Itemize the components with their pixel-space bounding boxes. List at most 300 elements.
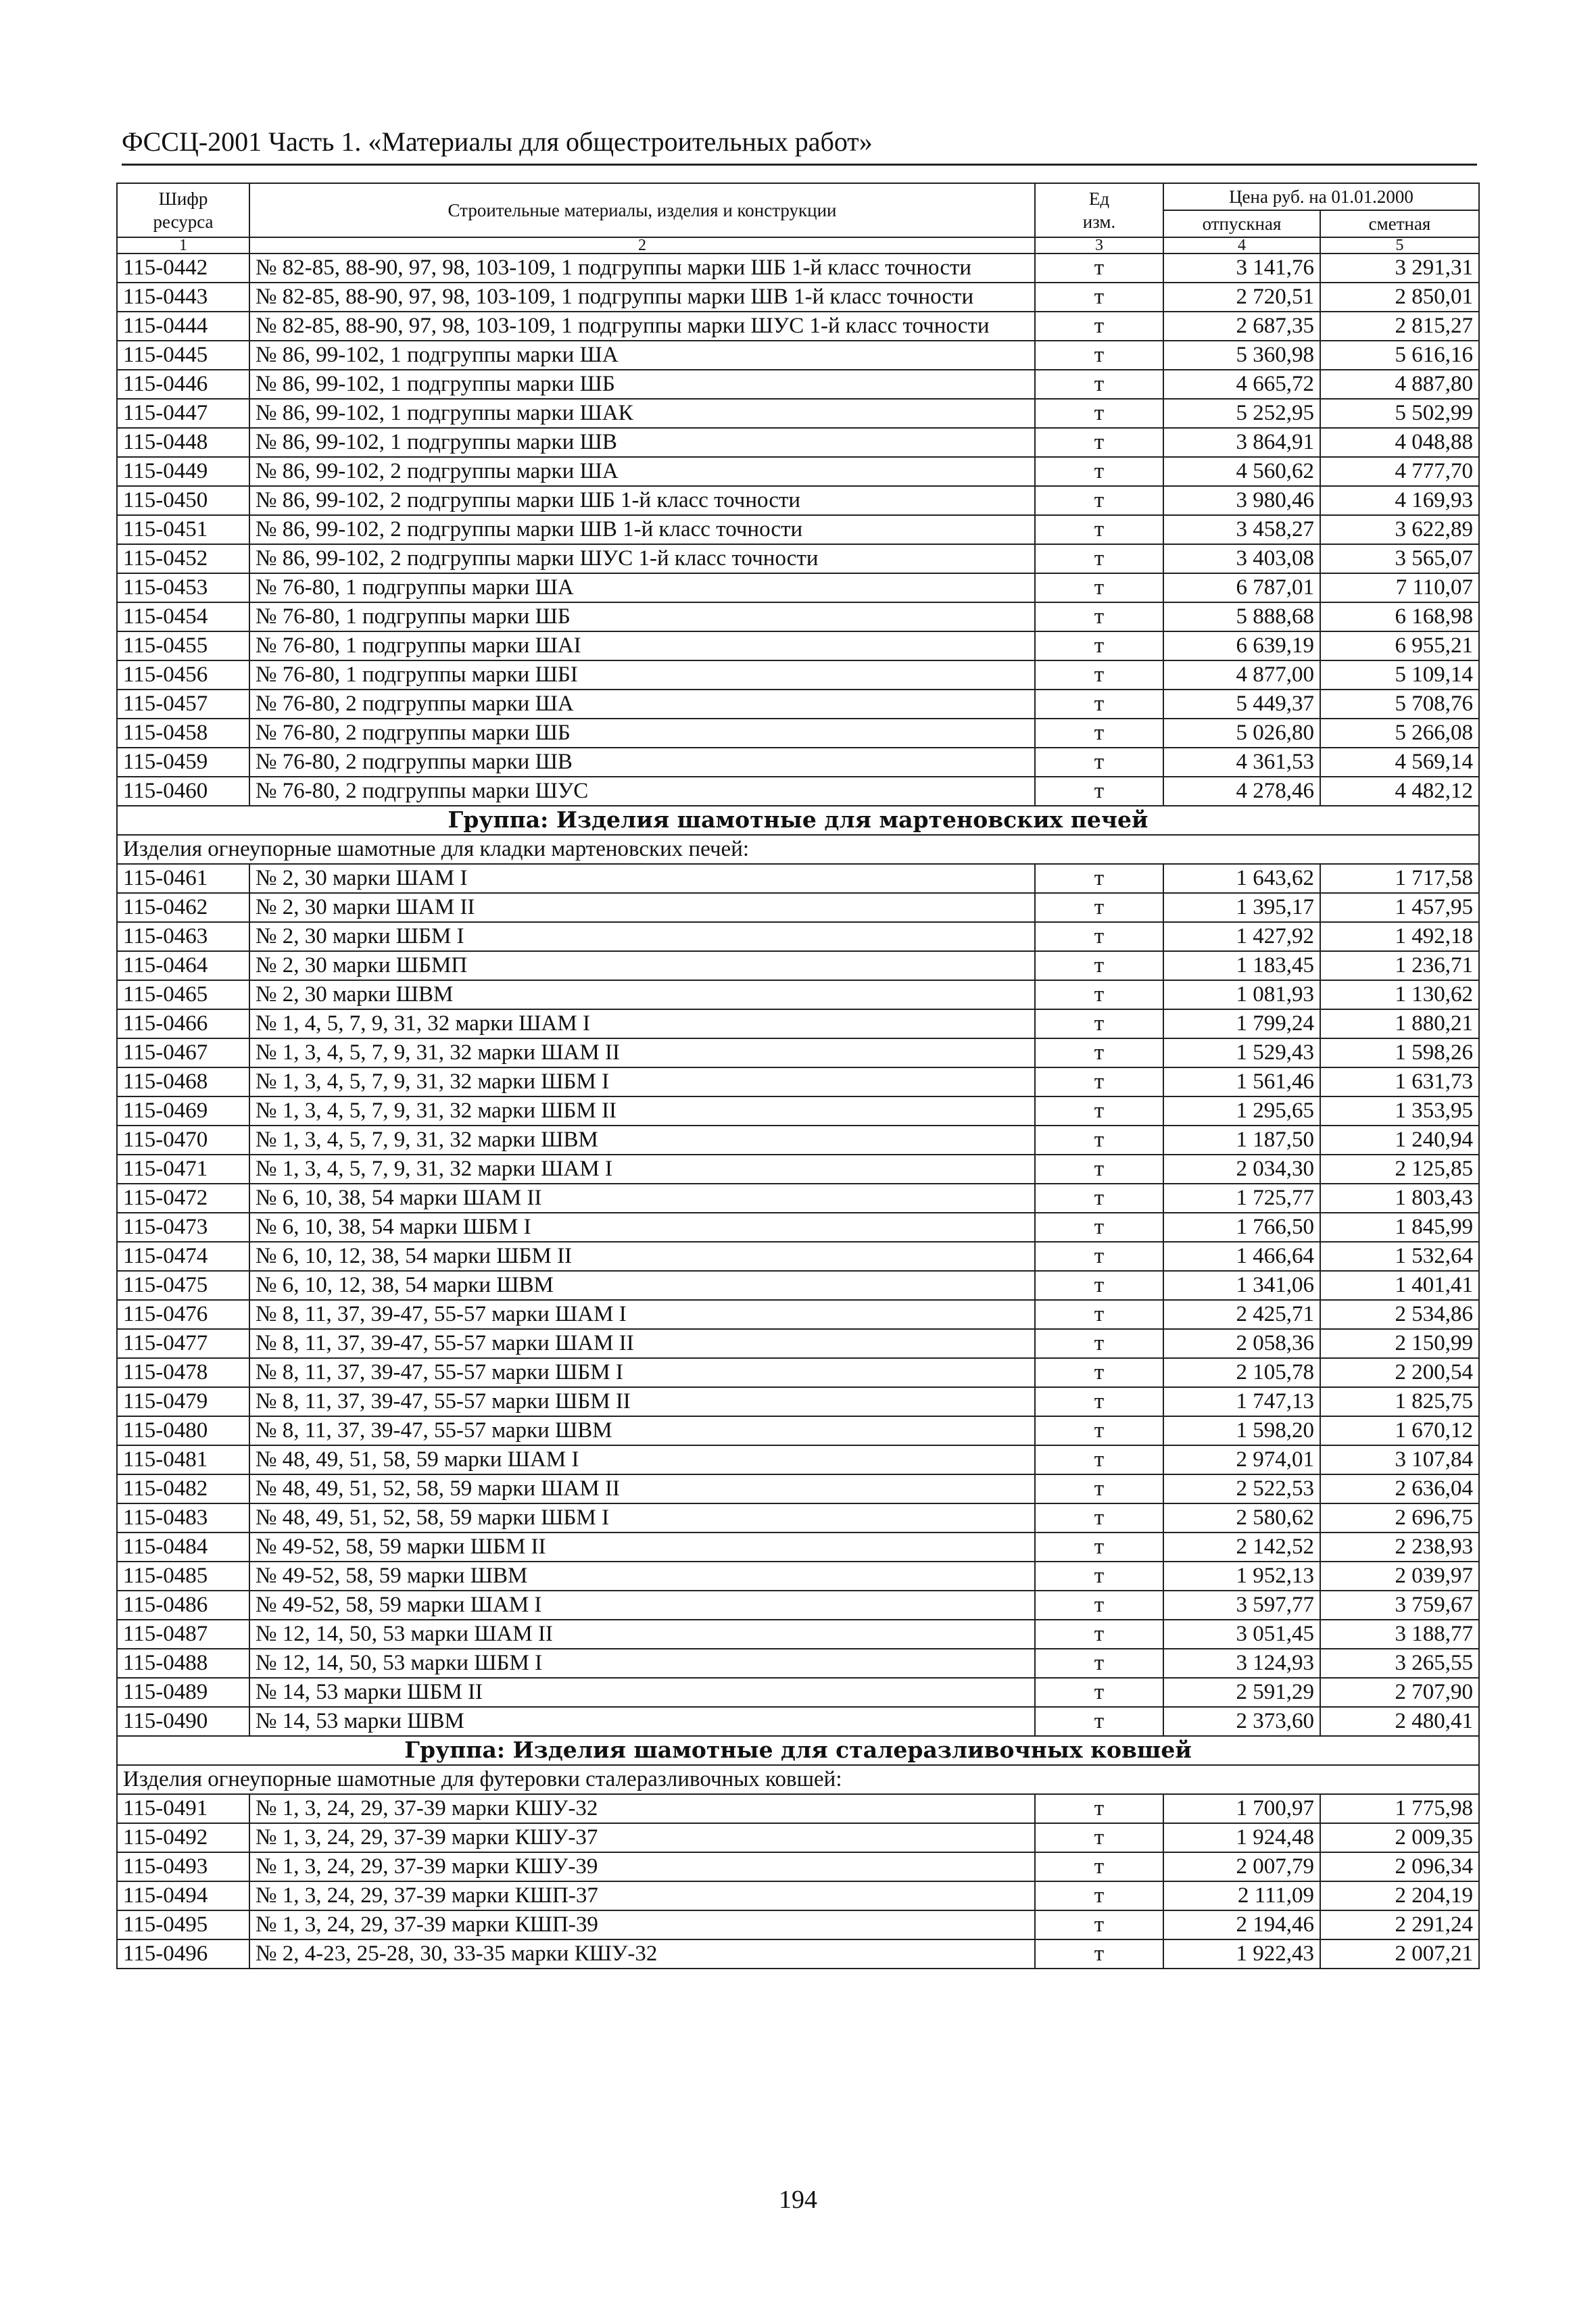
unit-cell: т [1035,1271,1163,1300]
unit-cell: т [1035,1009,1163,1038]
resource-code: 115-0487 [117,1620,249,1649]
estimate-price: 2 696,75 [1320,1503,1479,1533]
unit-cell: т [1035,1649,1163,1678]
release-price: 1 187,50 [1163,1126,1320,1155]
estimate-price: 2 150,99 [1320,1329,1479,1358]
unit-cell: т [1035,777,1163,806]
resource-code: 115-0490 [117,1707,249,1736]
material-name: № 6, 10, 38, 54 марки ШБМ I [249,1213,1035,1242]
group-steel-ladles [117,1736,1479,1794]
unit-cell: т [1035,1126,1163,1155]
table-row [117,1213,1479,1242]
table-row [117,1358,1479,1387]
release-price: 4 278,46 [1163,777,1320,806]
release-price: 1 598,20 [1163,1416,1320,1445]
estimate-price: 1 631,73 [1320,1067,1479,1096]
material-name: № 2, 30 марки ШВМ [249,980,1035,1009]
unit-cell: т [1035,922,1163,951]
release-price: 2 034,30 [1163,1155,1320,1184]
table-row [117,370,1479,399]
estimate-price: 1 130,62 [1320,980,1479,1009]
table-row [117,660,1479,690]
unit-cell: т [1035,893,1163,922]
table-row [117,486,1479,515]
resource-code: 115-0449 [117,457,249,486]
release-price: 3 458,27 [1163,515,1320,544]
page-number: 194 [779,2186,817,2214]
unit-cell: т [1035,1038,1163,1067]
material-name: № 48, 49, 51, 58, 59 марки ШАМ I [249,1445,1035,1474]
header-unit-text: Ед изм. [1082,189,1116,232]
estimate-price: 2 238,93 [1320,1533,1479,1562]
estimate-price: 3 291,31 [1320,254,1479,283]
unit-cell: т [1035,1823,1163,1852]
unit-cell: т [1035,1562,1163,1591]
column-number-4: 4 [1163,237,1320,254]
unit-cell: т [1035,1910,1163,1939]
release-price: 1 395,17 [1163,893,1320,922]
resource-code: 115-0445 [117,341,249,370]
table-row [117,690,1479,719]
resource-code: 115-0489 [117,1678,249,1707]
table-row [117,1271,1479,1300]
unit-cell: т [1035,1852,1163,1881]
group-title: Группа: Изделия шамотные для мартеновских печей [117,806,1479,835]
estimate-price: 5 708,76 [1320,690,1479,719]
material-name: № 1, 3, 24, 29, 37-39 марки КШП-37 [249,1881,1035,1910]
table-row [117,1184,1479,1213]
header-name: Строительные материалы, изделия и конструкции [249,183,1035,237]
estimate-price: 1 457,95 [1320,893,1479,922]
resource-code: 115-0473 [117,1213,249,1242]
release-price: 6 639,19 [1163,631,1320,660]
release-price: 6 787,01 [1163,573,1320,602]
unit-cell: т [1035,486,1163,515]
table-row [117,602,1479,631]
table-row [117,980,1479,1009]
resource-code: 115-0446 [117,370,249,399]
release-price: 5 026,80 [1163,719,1320,748]
header-price: Цена руб. на 01.01.2000 [1163,183,1479,210]
header-code [117,183,249,237]
unit-cell: т [1035,1445,1163,1474]
material-name: № 86, 99-102, 2 подгруппы марки ША [249,457,1035,486]
material-name: № 14, 53 марки ШБМ II [249,1678,1035,1707]
header-release: отпускная [1163,210,1320,237]
table-row [117,1939,1479,1969]
estimate-price: 2 707,90 [1320,1678,1479,1707]
resource-code: 115-0486 [117,1591,249,1620]
estimate-price: 6 955,21 [1320,631,1479,660]
unit-cell: т [1035,1794,1163,1823]
table-row [117,1096,1479,1126]
release-price: 1 725,77 [1163,1184,1320,1213]
resource-code: 115-0482 [117,1474,249,1503]
estimate-price: 2 096,34 [1320,1852,1479,1881]
table-row [117,573,1479,602]
unit-cell: т [1035,1939,1163,1969]
estimate-price: 4 777,70 [1320,457,1479,486]
estimate-price: 2 636,04 [1320,1474,1479,1503]
estimate-price: 4 569,14 [1320,748,1479,777]
resource-code: 115-0466 [117,1009,249,1038]
resource-code: 115-0459 [117,748,249,777]
material-name: № 76-80, 1 подгруппы марки ШБ [249,602,1035,631]
unit-cell: т [1035,864,1163,893]
resource-code: 115-0477 [117,1329,249,1358]
table-row [117,1387,1479,1416]
header-estimate: сметная [1320,210,1479,237]
estimate-price: 2 204,19 [1320,1881,1479,1910]
table-row [117,283,1479,312]
group-title: Группа: Изделия шамотные для сталеразливочных ковшей [117,1736,1479,1765]
unit-cell: т [1035,1155,1163,1184]
release-price: 2 591,29 [1163,1678,1320,1707]
estimate-price: 7 110,07 [1320,573,1479,602]
estimate-price: 1 670,12 [1320,1416,1479,1445]
estimate-price: 1 236,71 [1320,951,1479,980]
estimate-price: 2 009,35 [1320,1823,1479,1852]
material-name: № 8, 11, 37, 39-47, 55-57 марки ШАМ II [249,1329,1035,1358]
estimate-price: 1 353,95 [1320,1096,1479,1126]
unit-cell: т [1035,602,1163,631]
estimate-price: 5 109,14 [1320,660,1479,690]
material-name: № 86, 99-102, 1 подгруппы марки ШВ [249,428,1035,457]
unit-cell: т [1035,1213,1163,1242]
material-name: № 1, 3, 4, 5, 7, 9, 31, 32 марки ШБМ I [249,1067,1035,1096]
table-row [117,1503,1479,1533]
release-price: 3 141,76 [1163,254,1320,283]
unit-cell: т [1035,1881,1163,1910]
release-price: 1 922,43 [1163,1939,1320,1969]
resource-code: 115-0492 [117,1823,249,1852]
material-name: № 48, 49, 51, 52, 58, 59 марки ШБМ I [249,1503,1035,1533]
unit-cell: т [1035,341,1163,370]
unit-cell: т [1035,1067,1163,1096]
resource-code: 115-0442 [117,254,249,283]
material-name: № 1, 3, 4, 5, 7, 9, 31, 32 марки ШАМ I [249,1155,1035,1184]
material-name: № 2, 30 марки ШБМ I [249,922,1035,951]
release-price: 2 373,60 [1163,1707,1320,1736]
unit-cell: т [1035,980,1163,1009]
estimate-price: 2 480,41 [1320,1707,1479,1736]
resource-code: 115-0472 [117,1184,249,1213]
material-name: № 82-85, 88-90, 97, 98, 103-109, 1 подгруппы марки ШБ 1-й класс точности [249,254,1035,283]
table-row [117,951,1479,980]
release-price: 2 720,51 [1163,283,1320,312]
table-row [117,544,1479,573]
material-name: № 1, 3, 24, 29, 37-39 марки КШУ-39 [249,1852,1035,1881]
material-name: № 1, 4, 5, 7, 9, 31, 32 марки ШАМ I [249,1009,1035,1038]
column-number-3: 3 [1035,237,1163,254]
table-row [117,1474,1479,1503]
material-name: № 76-80, 1 подгруппы марки ША [249,573,1035,602]
material-name: № 6, 10, 38, 54 марки ШАМ II [249,1184,1035,1213]
release-price: 5 252,95 [1163,399,1320,428]
resource-code: 115-0448 [117,428,249,457]
table-row [117,254,1479,283]
table-row [117,1910,1479,1939]
resource-code: 115-0455 [117,631,249,660]
unit-cell: т [1035,1591,1163,1620]
estimate-price: 3 622,89 [1320,515,1479,544]
release-price: 2 105,78 [1163,1358,1320,1387]
unit-cell: т [1035,1358,1163,1387]
material-name: № 1, 3, 24, 29, 37-39 марки КШУ-37 [249,1823,1035,1852]
table-row [117,1649,1479,1678]
release-price: 1 924,48 [1163,1823,1320,1852]
release-price: 2 580,62 [1163,1503,1320,1533]
unit-cell: т [1035,748,1163,777]
estimate-price: 1 717,58 [1320,864,1479,893]
table-row [117,1678,1479,1707]
material-name: № 86, 99-102, 2 подгруппы марки ШУС 1-й класс точности [249,544,1035,573]
resource-code: 115-0471 [117,1155,249,1184]
unit-cell: т [1035,428,1163,457]
header-code-text: Шифр ресурса [153,189,214,232]
estimate-price: 3 188,77 [1320,1620,1479,1649]
material-name: № 1, 3, 24, 29, 37-39 марки КШП-39 [249,1910,1035,1939]
table-row [117,1881,1479,1910]
release-price: 2 687,35 [1163,312,1320,341]
release-price: 1 295,65 [1163,1096,1320,1126]
resource-code: 115-0474 [117,1242,249,1271]
release-price: 2 194,46 [1163,1910,1320,1939]
unit-cell: т [1035,1503,1163,1533]
estimate-price: 2 850,01 [1320,283,1479,312]
estimate-price: 2 200,54 [1320,1358,1479,1387]
release-price: 3 980,46 [1163,486,1320,515]
material-name: № 76-80, 2 подгруппы марки ШБ [249,719,1035,748]
release-price: 5 360,98 [1163,341,1320,370]
table-row [117,1300,1479,1329]
unit-cell: т [1035,1678,1163,1707]
table-row [117,1155,1479,1184]
unit-cell: т [1035,1184,1163,1213]
unit-cell: т [1035,1242,1163,1271]
material-name: № 82-85, 88-90, 97, 98, 103-109, 1 подгруппы марки ШВ 1-й класс точности [249,283,1035,312]
release-price: 2 522,53 [1163,1474,1320,1503]
release-price: 4 665,72 [1163,370,1320,399]
release-price: 2 007,79 [1163,1852,1320,1881]
estimate-price: 4 048,88 [1320,428,1479,457]
resource-code: 115-0485 [117,1562,249,1591]
resource-code: 115-0463 [117,922,249,951]
resource-code: 115-0467 [117,1038,249,1067]
unit-cell: т [1035,399,1163,428]
release-price: 4 361,53 [1163,748,1320,777]
table-row [117,1707,1479,1736]
table-row [117,719,1479,748]
resource-code: 115-0443 [117,283,249,312]
resource-code: 115-0483 [117,1503,249,1533]
estimate-price: 1 775,98 [1320,1794,1479,1823]
group-subtitle: Изделия огнеупорные шамотные для футеровки сталеразливочных ковшей: [117,1765,1479,1794]
estimate-price: 5 502,99 [1320,399,1479,428]
table-row [117,1242,1479,1271]
material-name: № 48, 49, 51, 52, 58, 59 марки ШАМ II [249,1474,1035,1503]
material-name: № 8, 11, 37, 39-47, 55-57 марки ШБМ I [249,1358,1035,1387]
release-price: 2 142,52 [1163,1533,1320,1562]
material-name: № 76-80, 2 подгруппы марки ША [249,690,1035,719]
unit-cell: т [1035,1329,1163,1358]
resource-code: 115-0468 [117,1067,249,1096]
resource-code: 115-0470 [117,1126,249,1155]
unit-cell: т [1035,573,1163,602]
release-price: 2 974,01 [1163,1445,1320,1474]
resource-code: 115-0461 [117,864,249,893]
material-name: № 86, 99-102, 1 подгруппы марки ШАК [249,399,1035,428]
resource-code: 115-0484 [117,1533,249,1562]
unit-cell: т [1035,1416,1163,1445]
material-name: № 49-52, 58, 59 марки ШБМ II [249,1533,1035,1562]
unit-cell: т [1035,1707,1163,1736]
table-row [117,893,1479,922]
estimate-price: 1 880,21 [1320,1009,1479,1038]
estimate-price: 6 168,98 [1320,602,1479,631]
table-row [117,1416,1479,1445]
material-name: № 76-80, 1 подгруппы марки ШАI [249,631,1035,660]
unit-cell: т [1035,1620,1163,1649]
unit-cell: т [1035,254,1163,283]
unit-cell: т [1035,1387,1163,1416]
unit-cell: т [1035,1533,1163,1562]
release-price: 1 427,92 [1163,922,1320,951]
table-row [117,1852,1479,1881]
estimate-price: 3 759,67 [1320,1591,1479,1620]
resource-code: 115-0469 [117,1096,249,1126]
resource-code: 115-0460 [117,777,249,806]
unit-cell: т [1035,951,1163,980]
table-row [117,457,1479,486]
estimate-price: 4 169,93 [1320,486,1479,515]
resource-code: 115-0454 [117,602,249,631]
resource-code: 115-0464 [117,951,249,980]
unit-cell: т [1035,544,1163,573]
material-name: № 2, 30 марки ШАМ I [249,864,1035,893]
resource-code: 115-0475 [117,1271,249,1300]
estimate-price: 2 125,85 [1320,1155,1479,1184]
table-row [117,428,1479,457]
group-subtitle: Изделия огнеупорные шамотные для кладки мартеновских печей: [117,835,1479,864]
unit-cell: т [1035,457,1163,486]
estimate-price: 3 565,07 [1320,544,1479,573]
table-row [117,748,1479,777]
release-price: 2 425,71 [1163,1300,1320,1329]
material-name: № 82-85, 88-90, 97, 98, 103-109, 1 подгруппы марки ШУС 1-й класс точности [249,312,1035,341]
release-price: 3 403,08 [1163,544,1320,573]
release-price: 2 111,09 [1163,1881,1320,1910]
material-name: № 1, 3, 4, 5, 7, 9, 31, 32 марки ШБМ II [249,1096,1035,1126]
resource-code: 115-0450 [117,486,249,515]
material-name: № 1, 3, 4, 5, 7, 9, 31, 32 марки ШВМ [249,1126,1035,1155]
unit-cell: т [1035,1096,1163,1126]
estimate-price: 1 598,26 [1320,1038,1479,1067]
estimate-price: 5 266,08 [1320,719,1479,748]
resource-code: 115-0491 [117,1794,249,1823]
estimate-price: 1 240,94 [1320,1126,1479,1155]
resource-code: 115-0476 [117,1300,249,1329]
release-price: 4 877,00 [1163,660,1320,690]
document-title: ФССЦ-2001 Часть 1. «Материалы для общестроительных работ» [122,126,873,157]
resource-code: 115-0453 [117,573,249,602]
material-name: № 2, 4-23, 25-28, 30, 33-35 марки КШУ-32 [249,1939,1035,1969]
unit-cell: т [1035,515,1163,544]
material-name: № 8, 11, 37, 39-47, 55-57 марки ШАМ I [249,1300,1035,1329]
unit-cell: т [1035,1300,1163,1329]
material-name: № 8, 11, 37, 39-47, 55-57 марки ШБМ II [249,1387,1035,1416]
table-row [117,1038,1479,1067]
material-name: № 76-80, 1 подгруппы марки ШБI [249,660,1035,690]
resource-code: 115-0495 [117,1910,249,1939]
release-price: 1 341,06 [1163,1271,1320,1300]
release-price: 1 700,97 [1163,1794,1320,1823]
release-price: 1 081,93 [1163,980,1320,1009]
table-row [117,1591,1479,1620]
resource-code: 115-0456 [117,660,249,690]
estimate-price: 3 107,84 [1320,1445,1479,1474]
material-name: № 86, 99-102, 2 подгруппы марки ШБ 1-й класс точности [249,486,1035,515]
column-number-1: 1 [117,237,249,254]
resource-code: 115-0457 [117,690,249,719]
table-row [117,1794,1479,1823]
table-row [117,631,1479,660]
resource-code: 115-0480 [117,1416,249,1445]
release-price: 3 597,77 [1163,1591,1320,1620]
table-header [117,183,1479,254]
unit-cell: т [1035,690,1163,719]
resource-code: 115-0488 [117,1649,249,1678]
estimate-price: 4 482,12 [1320,777,1479,806]
table-row [117,1067,1479,1096]
material-name: № 86, 99-102, 2 подгруппы марки ШВ 1-й класс точности [249,515,1035,544]
material-name: № 86, 99-102, 1 подгруппы марки ША [249,341,1035,370]
table-row [117,1533,1479,1562]
unit-cell: т [1035,719,1163,748]
material-name: № 76-80, 2 подгруппы марки ШВ [249,748,1035,777]
table-row [117,1823,1479,1852]
material-name: № 6, 10, 12, 38, 54 марки ШВМ [249,1271,1035,1300]
estimate-price: 2 534,86 [1320,1300,1479,1329]
material-name: № 14, 53 марки ШВМ [249,1707,1035,1736]
resource-code: 115-0465 [117,980,249,1009]
table-row [117,864,1479,893]
release-price: 4 560,62 [1163,457,1320,486]
resource-code: 115-0496 [117,1939,249,1969]
material-name: № 1, 3, 4, 5, 7, 9, 31, 32 марки ШАМ II [249,1038,1035,1067]
estimate-price: 5 616,16 [1320,341,1479,370]
release-price: 1 747,13 [1163,1387,1320,1416]
price-table [116,183,1480,1969]
estimate-price: 2 007,21 [1320,1939,1479,1969]
material-name: № 86, 99-102, 1 подгруппы марки ШБ [249,370,1035,399]
resource-code: 115-0447 [117,399,249,428]
resource-code: 115-0479 [117,1387,249,1416]
page-header [122,126,1477,166]
estimate-price: 3 265,55 [1320,1649,1479,1678]
material-name: № 12, 14, 50, 53 марки ШБМ I [249,1649,1035,1678]
release-price: 1 799,24 [1163,1009,1320,1038]
material-name: № 2, 30 марки ШБМП [249,951,1035,980]
release-price: 1 766,50 [1163,1213,1320,1242]
estimate-price: 1 845,99 [1320,1213,1479,1242]
release-price: 1 561,46 [1163,1067,1320,1096]
resource-code: 115-0481 [117,1445,249,1474]
table-row [117,399,1479,428]
resource-code: 115-0458 [117,719,249,748]
release-price: 3 051,45 [1163,1620,1320,1649]
release-price: 5 888,68 [1163,602,1320,631]
